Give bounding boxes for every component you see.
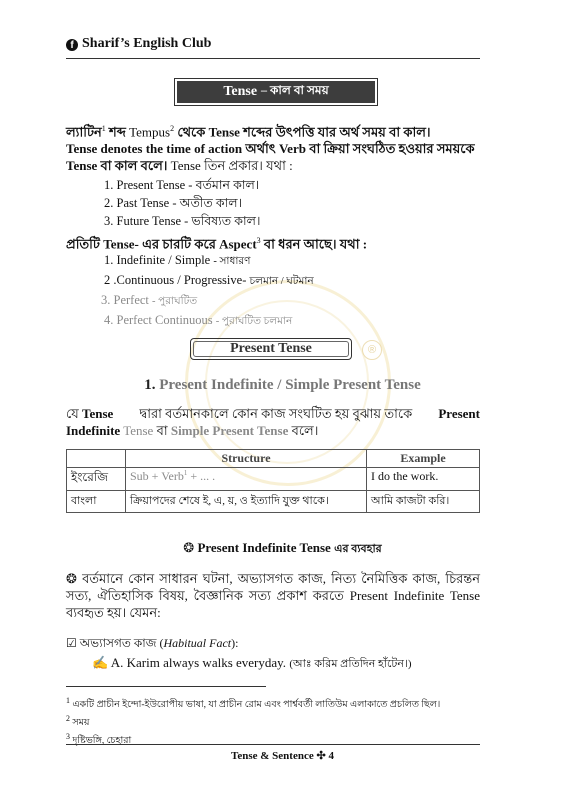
row-label-english: ইংরেজি — [67, 468, 126, 491]
intro-paragraph: ল্যাটিন$^1$ শব্দ Tempus$^2$ থেকে Tense শব্দের উৎপত্তি যার অর্থ সময় বা কাল। Tense denotes the time of action অর্থাৎ Verb বা ক্রিয়া সংঘঠিত হওয়ার সময়কে Tense বা কাল বলে। Tense তিন প্রকার। যথা : — [66, 124, 475, 174]
structure-table — [66, 449, 480, 513]
definition-paragraph: যে Tense দ্বারা বর্তমানকালে কোন কাজ সংঘটিত হয় বুঝায় তাকে Present Indefinite Tense বা Simple Present Tense বলে। — [66, 406, 480, 438]
intro-denotes: Tense denotes the time of action — [66, 141, 243, 157]
example-english: I do the work. — [367, 468, 480, 491]
list-item: 3. Future Tense - ভবিষ্যত কাল। — [104, 214, 261, 228]
intro-line1: থেকে Tense শব্দের উৎপত্তি যার অর্থ সময় বা কাল। — [177, 124, 431, 140]
title-banner — [174, 78, 378, 106]
list-item: 3. Perfect - পুরাঘটিত — [101, 293, 198, 307]
intro-word-label: শব্দ — [109, 124, 126, 140]
aspect-line: প্রতিটি Tense- এর চারটি করে Aspect$^3$ বা ধরন আছে। যথা : — [66, 236, 368, 252]
table-row — [67, 491, 480, 513]
page-number: 4 — [328, 750, 334, 762]
section-number: 1. — [144, 377, 156, 393]
list-item: 1. Indefinite / Simple - সাধারণ — [104, 253, 251, 267]
table-header-row — [67, 450, 480, 468]
intro-latin: ল্যাটিন — [66, 124, 102, 140]
aspects-list — [101, 251, 314, 331]
intro-line3: Tense বা কাল বলে। — [66, 158, 168, 174]
row-label-bangla: বাংলা — [67, 491, 126, 513]
list-item: 1. Present Tense - বর্তমান কাল। — [104, 178, 260, 192]
aspect-line-b: বা ধরন আছে। যথা : — [263, 236, 368, 252]
usage-title: ❂ Present Indefinite Tense এর ব্যবহার — [183, 540, 382, 555]
list-item: 4. Perfect Continuous - পুরাঘটিত চলমান — [104, 313, 293, 327]
example-a: ✍ A. Karim always walks everyday. (আঃ করিম প্রতিদিন হাঁটেন।) — [92, 655, 412, 670]
page-header — [66, 36, 211, 52]
registered-mark: ® — [362, 340, 382, 360]
intro-tempus: Tempus — [129, 124, 171, 140]
usage-text: বর্তমানে কোন সাধারন ঘটনা, অভ্যাসগত কাজ, নিত্য নৈমিত্তিক কাজ, চিরন্তন সত্য, ঐতিহাসিক বিষয়, বৈজ্ঞানিক সত্য প্রকাশ করতে Present Indefinite Tense ব্যবহৃত হয়। যেমন: — [66, 571, 480, 620]
present-tense-label: Present Tense — [193, 341, 349, 357]
footnote: $^3$ দৃষ্টিভঙ্গি, চেহারা — [66, 732, 132, 747]
structure-english: Sub + Verb — [130, 469, 184, 483]
footnotes — [66, 694, 480, 748]
footer-rule — [66, 744, 480, 745]
list-item: 2 .Continuous / Progressive- চলমান / ঘটমান — [104, 273, 314, 287]
flower-icon: ❂ — [66, 571, 77, 586]
banner-main: Tense — [223, 84, 258, 99]
flower-icon: ❂ — [183, 540, 195, 555]
table-row: ইংরেজি Sub + Verb$^1$ + ... . I do the work. — [67, 468, 480, 491]
section-title-text: Present Indefinite / Simple Present Tense — [159, 377, 421, 393]
aspect-line-a: প্রতিটি Tense- এর চারটি করে Aspect — [66, 236, 257, 252]
facebook-icon: f — [66, 39, 78, 51]
intro-line2: অর্থাৎ Verb বা ক্রিয়া সংঘঠিত হওয়ার সময়কে — [245, 141, 475, 157]
header-structure: Structure — [126, 450, 367, 468]
kinds-list — [104, 176, 260, 230]
banner-sub: – কাল বা সময় — [261, 83, 329, 97]
header-title: Sharif’s English Club — [82, 36, 212, 51]
example-bangla: আমি কাজটা করি। — [367, 491, 480, 513]
footnote: $^2$ সময় — [66, 714, 90, 729]
footnote: $^1$ একটি প্রাচীন ইন্দো-ইউরোপীয় ভাষা, যা প্রাচীন রোম এবং পার্শ্ববর্তী লাতিউম এলাকাতে প্রচলিত ছিল। — [66, 696, 441, 711]
present-tense-box — [190, 338, 352, 360]
list-item: 2. Past Tense - অতীত কাল। — [104, 196, 243, 210]
header-example: Example — [367, 450, 480, 468]
intro-three-kinds: Tense তিন প্রকার। যথা : — [170, 158, 293, 174]
page-footer: Tense & Sentence ✣ 4 — [231, 750, 334, 762]
footnote-rule — [66, 686, 266, 687]
header-rule — [66, 58, 480, 59]
checkbox-icon: ☑ — [66, 636, 77, 650]
section-title — [0, 377, 565, 394]
ornament-icon: ✣ — [316, 750, 326, 762]
structure-bangla: ক্রিয়াপদের শেষে ই, এ, য়, ও ইত্যাদি যুক্ত থাকে। — [126, 491, 367, 513]
habitual-heading: ☑ অভ্যাসগত কাজ (Habitual Fact): — [66, 636, 239, 650]
pen-icon: ✍ — [92, 655, 109, 670]
usage-paragraph — [66, 570, 480, 621]
